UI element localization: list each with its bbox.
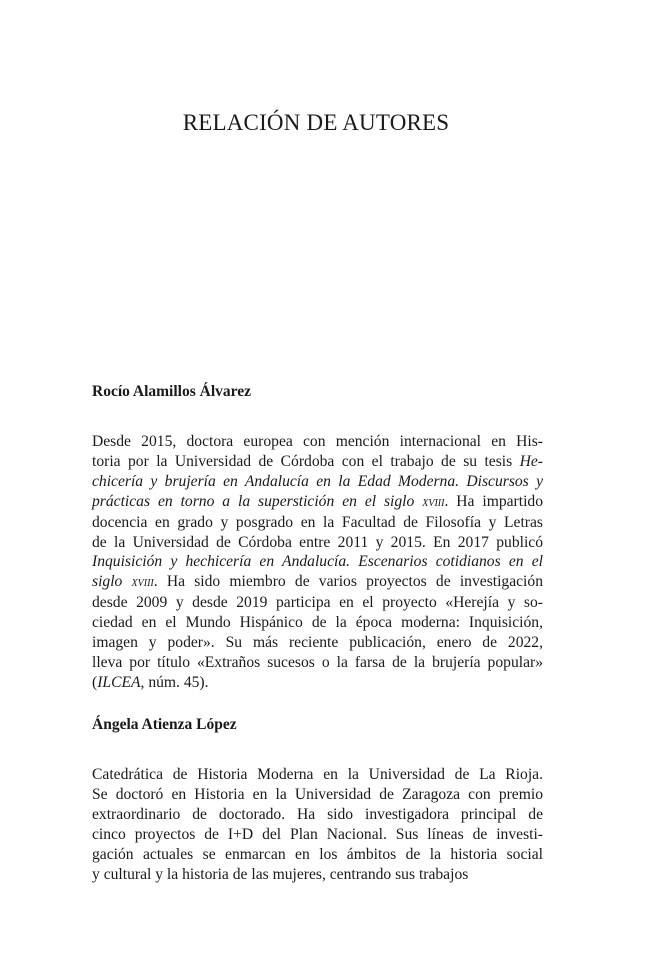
text-run: cinco proyectos de I+D del Plan Nacional. Sus líneas de investi- bbox=[92, 825, 543, 843]
bio-line bbox=[92, 865, 543, 885]
text-run: desde 2009 y desde 2019 participa en el proyecto «Herejía y so- bbox=[92, 594, 543, 612]
author-entry bbox=[92, 716, 543, 884]
text-run: núm. 45). bbox=[144, 673, 209, 691]
bio-line bbox=[92, 593, 543, 613]
italic-text: xviii bbox=[422, 493, 445, 510]
bio-line bbox=[92, 633, 543, 653]
text-run: . Ha impartido bbox=[444, 492, 543, 510]
bio-line bbox=[92, 492, 543, 513]
bio-line bbox=[92, 513, 543, 533]
bio-line bbox=[92, 805, 543, 825]
bio-line bbox=[92, 533, 543, 553]
italic-text: xviii bbox=[131, 574, 154, 591]
text-run: y cultural y la historia de las mujeres, centrando sus trabajos bbox=[92, 865, 469, 883]
text-run: Desde 2015, doctora europea con mención internacional en His- bbox=[92, 433, 543, 450]
text-run: toria por la Universidad de Córdoba con el trabajo de su tesis bbox=[92, 452, 520, 470]
bio-line bbox=[92, 472, 543, 492]
italic-text: He- bbox=[519, 452, 543, 470]
text-run: . Ha sido miembro de varios proyectos de investigación bbox=[153, 573, 543, 591]
author-bio bbox=[92, 765, 543, 884]
text-run: ciedad en el Mundo Hispánico de la época moderna: Inquisición, bbox=[92, 614, 543, 632]
bio-line bbox=[92, 552, 543, 572]
bio-line bbox=[92, 653, 543, 673]
text-run: Se doctoró en Historia en la Universidad de Zaragoza con premio bbox=[92, 785, 543, 803]
italic-text: Inquisición y hechicería en Andalucía. Escenarios cotidianos en el bbox=[92, 553, 543, 571]
italic-text: chicería y brujería en Andalucía en la Edad Moderna. Discursos y bbox=[92, 472, 543, 490]
author-name: Ángela Atienza López bbox=[92, 716, 237, 733]
bio-line bbox=[92, 673, 543, 693]
italic-text: prácticas en torno a la superstición en el siglo bbox=[92, 492, 423, 510]
text-run: ( bbox=[92, 673, 98, 691]
author-name: Rocío Alamillos Álvarez bbox=[92, 383, 251, 400]
bio-line bbox=[92, 452, 543, 472]
bio-line bbox=[92, 845, 543, 865]
text-run: de la Universidad de Córdoba entre 2011 y 2015. En 2017 publicó bbox=[92, 533, 543, 551]
bio-line bbox=[92, 785, 543, 805]
bio-line bbox=[92, 613, 543, 633]
italic-text: ILCEA, bbox=[97, 673, 145, 691]
italic-text: siglo bbox=[92, 573, 132, 591]
bio-line bbox=[92, 765, 543, 785]
text-run: imagen y poder». Su más reciente publicación, enero de 2022, bbox=[92, 634, 543, 652]
bio-line bbox=[92, 825, 543, 845]
text-run: extraordinario de doctorado. Ha sido investigadora principal de bbox=[92, 805, 543, 823]
bio-line bbox=[92, 432, 543, 452]
author-entry bbox=[92, 383, 543, 693]
text-run: gación actuales se enmarcan en los ámbitos de la historia social bbox=[92, 845, 543, 863]
text-run: lleva por título «Extraños sucesos o la farsa de la brujería popular» bbox=[92, 653, 543, 671]
text-run: Catedrática de Historia Moderna en la Universidad de La Rioja. bbox=[92, 766, 543, 783]
page-title: RELACIÓN DE AUTORES bbox=[182, 110, 450, 135]
author-bio bbox=[92, 432, 543, 693]
bio-line bbox=[92, 572, 543, 593]
text-run: docencia en grado y posgrado en la Facultad de Filosofía y Letras bbox=[92, 513, 543, 531]
